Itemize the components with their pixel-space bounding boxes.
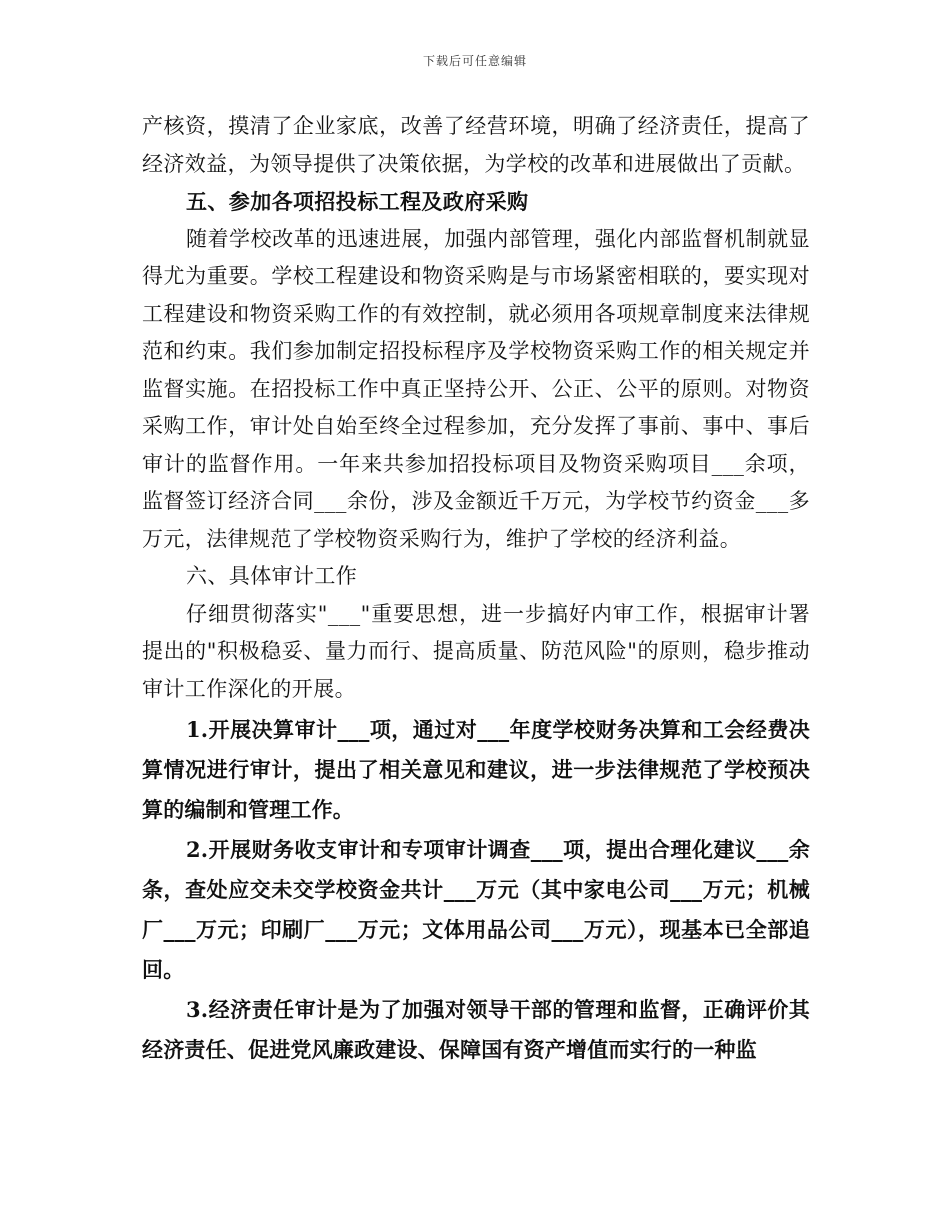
document-body — [142, 108, 810, 1070]
paragraph-bidding: 随着学校改革的迅速进展，加强内部管理，强化内部监督机制就显得尤为重要。学校工程建设和物资采购是与市场紧密相联的，要实现对工程建设和物资采购工作的有效控制，就必须用各项规章制度来法律规范和约束。我们参加制定招投标程序及学校物资采购工作的相关规定并监督实施。在招投标工作中真正坚持公开、公正、公平的原则。对物资采购工作，审计处自始至终全过程参加，充分发挥了事前、事中、事后审计的监督作用。一年来共参加招投标项目及物资采购项目___余项，监督签订经济合同___余份，涉及金额近千万元，为学校节约资金___多万元，法律规范了学校物资采购行为，维护了学校的经济利益。 — [142, 226, 810, 551]
paragraph-continuation: 产核资，摸清了企业家底，改善了经营环境，明确了经济责任，提高了经济效益，为领导提供了决策依据，为学校的改革和进展做出了贡献。 — [142, 114, 810, 176]
section-heading-5: 五、参加各项招投标工程及政府采购 — [186, 189, 529, 214]
paragraph-audit-intro: 仔细贯彻落实"___"重要思想，进一步搞好内审工作，根据审计署提出的"积极稳妥、量力而行、提高质量、防范风险"的原则，稳步推动审计工作深化的开展。 — [142, 601, 810, 701]
list-item-2: 2.开展财务收支审计和专项审计调查___项，提出合理化建议___余条，查处应交未交学校资金共计___万元（其中家电公司___万元；机械厂___万元；印刷厂___万元；文体用品公司___万元），现基本已全部追回。 — [142, 837, 810, 982]
section-heading-6: 六、具体审计工作 — [186, 564, 358, 588]
list-item-3: 3.经济责任审计是为了加强对领导干部的管理和监督，正确评价其经济责任、促进党风廉政建设、保障国有资产增值而实行的一种监 — [142, 997, 810, 1062]
page-header: 下载后可任意编辑 — [422, 54, 527, 68]
list-item-1: 1.开展决算审计___项，通过对___年度学校财务决算和工会经费决算情况进行审计，提出了相关意见和建议，进一步法律规范了学校预决算的编制和管理工作。 — [142, 717, 810, 822]
